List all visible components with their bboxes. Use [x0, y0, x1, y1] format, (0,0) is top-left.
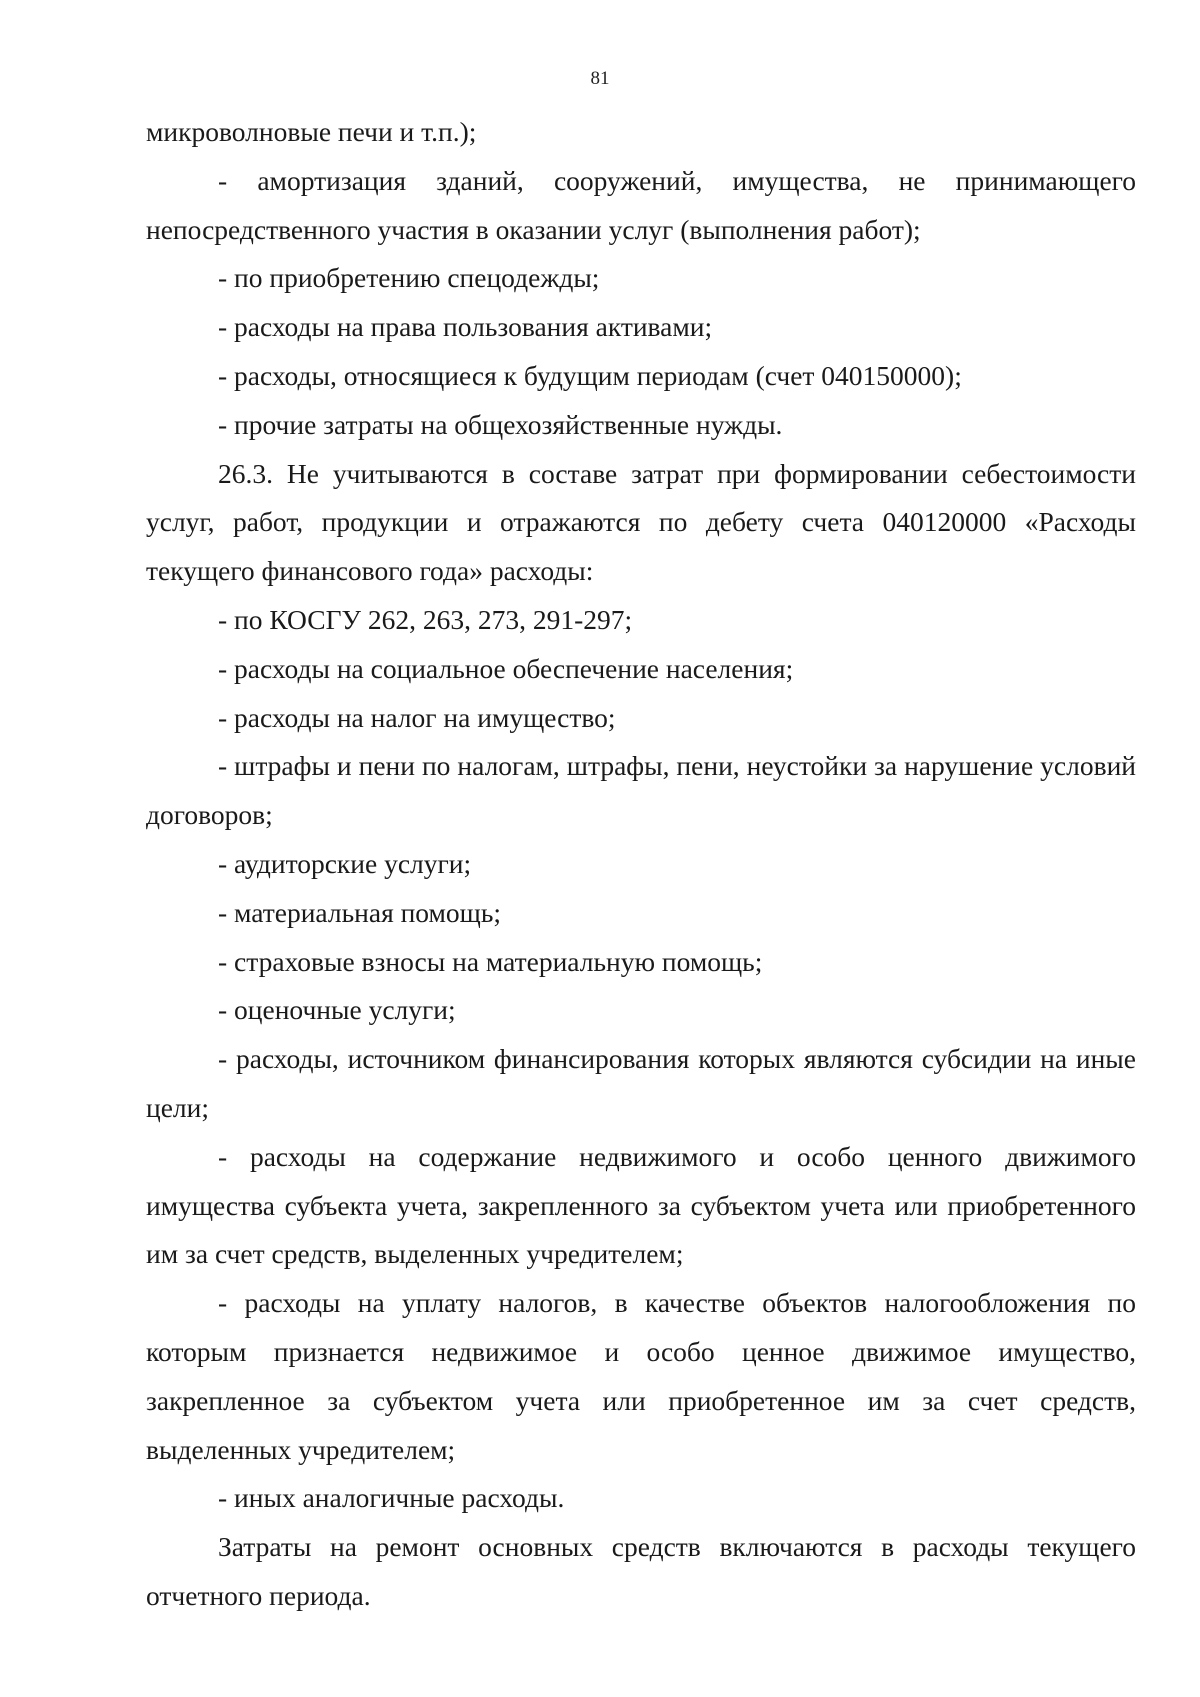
- list-item-insurance: - страховые взносы на материальную помощь;: [218, 945, 763, 977]
- list-item-taxes: - расходы на уплату налогов, в качестве объектов налогообложения по которым признается недвижимое и особо ценное движимое имущество, закрепленное за субъектом учета или приобретенное им за счет средств, выделенных учредителем;: [146, 1287, 1136, 1465]
- list-item-maintenance: - расходы на содержание недвижимого и особо ценного движимого имущества субъекта учета, закрепленного за субъектом учета или приобретенного им за счет средств, выделенных учредителем;: [146, 1140, 1136, 1270]
- list-item-future-periods: - расходы, относящиеся к будущим периодам (счет 040150000);: [218, 359, 962, 391]
- paragraph-repair-costs: Затраты на ремонт основных средств включаются в расходы текущего отчетного периода.: [146, 1531, 1136, 1611]
- list-item-social-security: - расходы на социальное обеспечение населения;: [218, 652, 794, 684]
- list-item-workwear: - по приобретению спецодежды;: [218, 262, 600, 294]
- list-item-kosgu: - по КОСГУ 262, 263, 273, 291-297;: [218, 603, 633, 635]
- list-item-fines: - штрафы и пени по налогам, штрафы, пени, неустойки за нарушение условий договоров;: [146, 750, 1136, 831]
- document-body: [146, 108, 1136, 1621]
- paragraph-continuation: микроволновые печи и т.п.);: [146, 116, 477, 147]
- list-item-right-of-use: - расходы на права пользования активами;: [218, 311, 713, 343]
- list-item-audit: - аудиторские услуги;: [218, 847, 472, 879]
- page-number: 81: [590, 68, 610, 89]
- list-item-other-costs: - прочие затраты на общехозяйственные нужды.: [218, 408, 783, 440]
- list-item-depreciation: - амортизация зданий, сооружений, имущества, не принимающего непосредственного участия в оказании услуг (выполнения работ);: [146, 164, 1136, 245]
- list-item-property-tax: - расходы на налог на имущество;: [218, 701, 616, 733]
- list-item-similar: - иных аналогичные расходы.: [218, 1482, 565, 1514]
- clause-26-3: 26.3. Не учитываются в составе затрат при формировании себестоимости услуг, работ, продукции и отражаются по дебету счета 040120000 «Расходы текущего финансового года» расходы:: [146, 457, 1136, 587]
- list-item-appraisal: - оценочные услуги;: [218, 994, 456, 1026]
- list-item-material-aid: - материальная помощь;: [218, 896, 502, 928]
- list-item-subsidies: - расходы, источником финансирования которых являются субсидии на иные цели;: [146, 1043, 1136, 1123]
